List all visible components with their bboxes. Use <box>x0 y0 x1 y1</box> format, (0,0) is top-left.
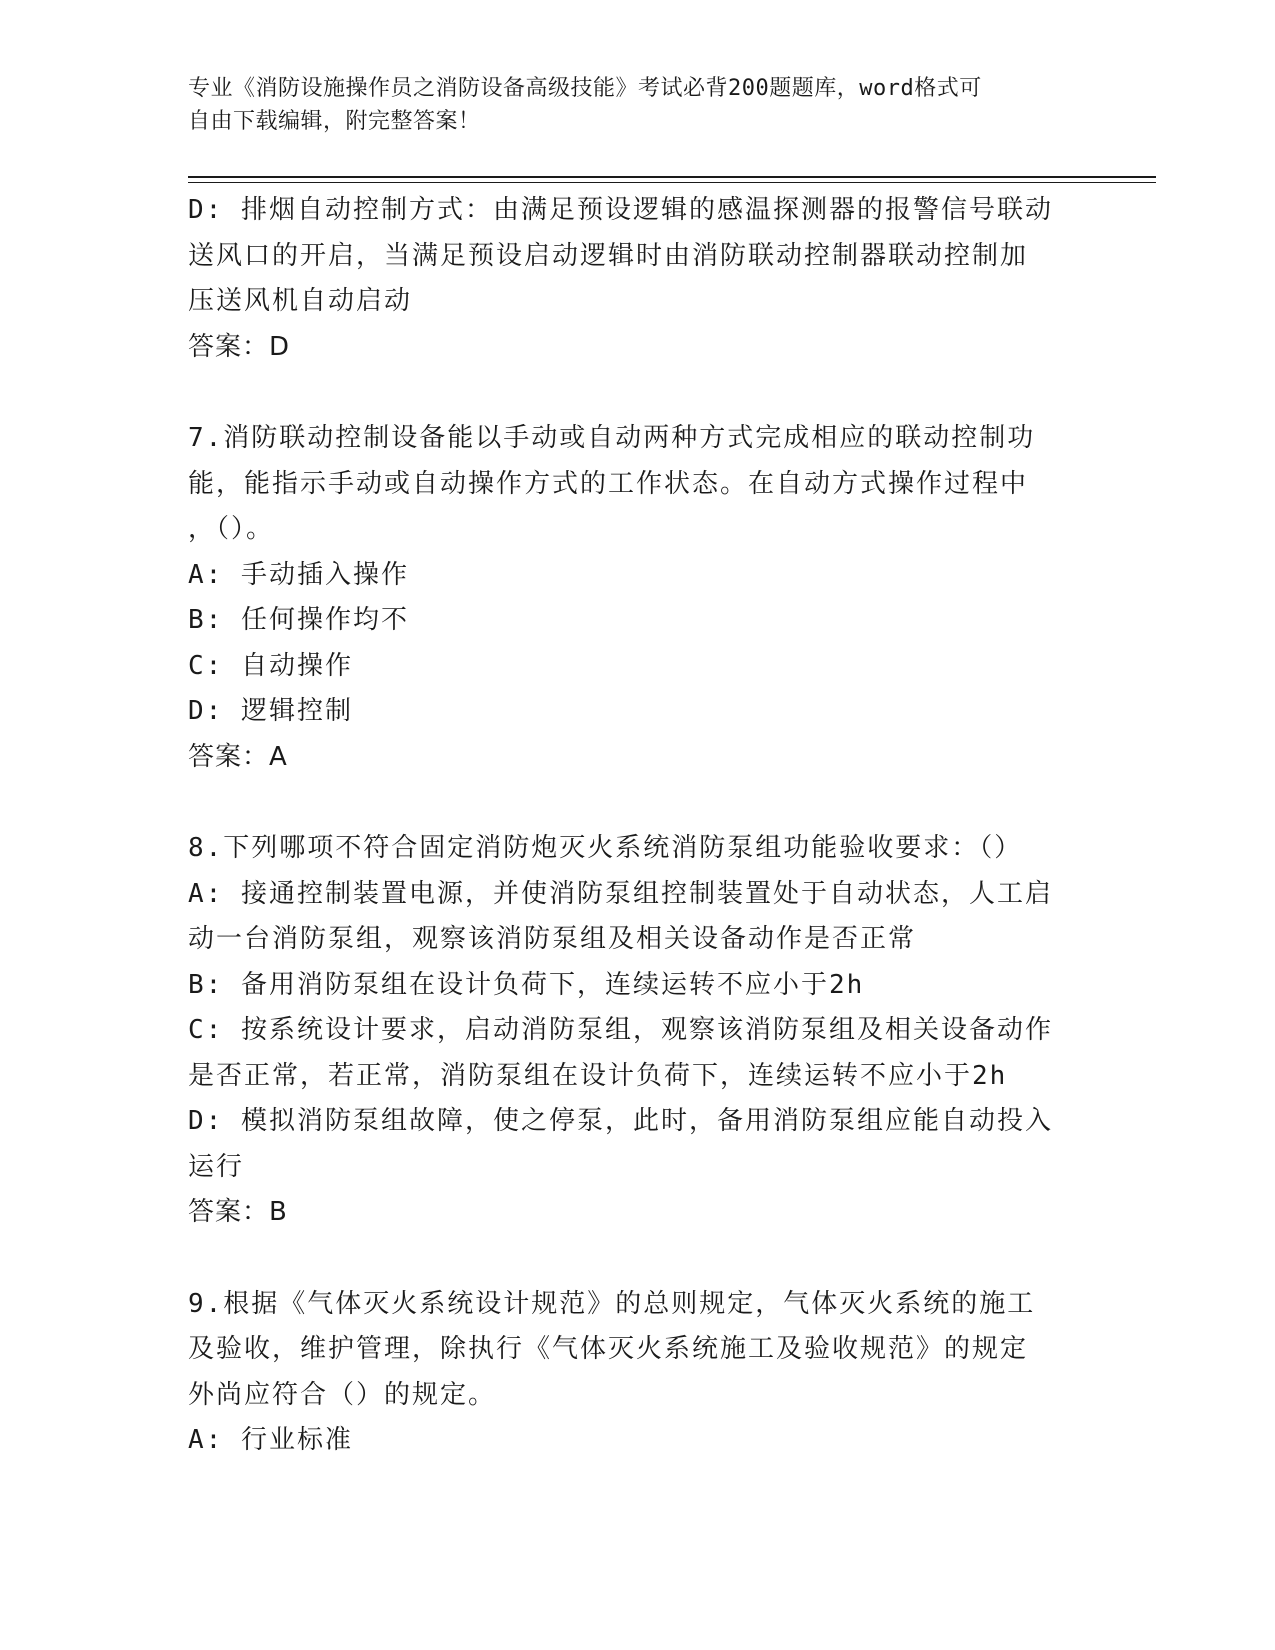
header-rule-thick <box>188 176 1156 178</box>
question-9 <box>188 1282 1088 1464</box>
option-d-line: 压送风机自动启动 <box>188 286 413 316</box>
answer-7: 答案：A <box>188 741 288 772</box>
option-a-line: A: 接通控制装置电源，并使消防泵组控制装置处于自动状态，人工启 <box>188 878 1053 909</box>
option-d-line: 运行 <box>188 1151 245 1182</box>
question-stem-line: 及验收，维护管理，除执行《气体灭火系统施工及验收规范》的规定 <box>188 1334 1029 1364</box>
option-b: B: 任何操作均不 <box>188 605 409 635</box>
question-stem-line: ，（）。 <box>188 514 275 544</box>
answer-8: 答案：B <box>188 1197 288 1227</box>
option-c: C: 自动操作 <box>188 650 353 681</box>
option-d-line: D: 模拟消防泵组故障，使之停泵，此时，备用消防泵组应能自动投入 <box>188 1106 1053 1136</box>
question-6-tail <box>188 188 1088 370</box>
question-content <box>188 188 1088 1464</box>
question-stem-line: 外尚应符合（）的规定。 <box>188 1379 497 1410</box>
option-d: D: 逻辑控制 <box>188 696 353 726</box>
option-b-line: B: 备用消防泵组在设计负荷下，连续运转不应小于2h <box>188 969 865 1000</box>
option-a-line: 动一台消防泵组，观察该消防泵组及相关设备动作是否正常 <box>188 924 917 954</box>
question-stem-line: 8.下列哪项不符合固定消防炮灭火系统消防泵组功能验收要求：（） <box>188 833 1023 863</box>
question-stem-line: 7.消防联动控制设备能以手动或自动两种方式完成相应的联动控制功 <box>188 423 1036 453</box>
option-c-line: 是否正常，若正常，消防泵组在设计负荷下，连续运转不应小于2h <box>188 1060 1008 1091</box>
option-a: A: 手动插入操作 <box>188 559 409 590</box>
header-rule-thin <box>188 182 1156 183</box>
question-stem-line: 9.根据《气体灭火系统设计规范》的总则规定，气体灭火系统的施工 <box>188 1288 1036 1319</box>
header-line: 自由下载编辑，附完整答案！ <box>188 109 481 134</box>
document-header <box>188 72 1088 138</box>
option-d-line: 送风口的开启，当满足预设启动逻辑时由消防联动控制器联动控制加 <box>188 240 1029 271</box>
answer-6: 答案：D <box>188 331 291 362</box>
header-line: 专业《消防设施操作员之消防设备高级技能》考试必背200题题库，word格式可 <box>188 76 982 101</box>
option-a: A: 行业标准 <box>188 1425 353 1455</box>
question-stem-line: 能，能指示手动或自动操作方式的工作状态。在自动方式操作过程中 <box>188 468 1029 499</box>
option-c-line: C: 按系统设计要求，启动消防泵组，观察该消防泵组及相关设备动作 <box>188 1015 1053 1045</box>
question-7 <box>188 416 1088 780</box>
question-8 <box>188 826 1088 1236</box>
option-d-line: D: 排烟自动控制方式：由满足预设逻辑的感温探测器的报警信号联动 <box>188 195 1053 225</box>
